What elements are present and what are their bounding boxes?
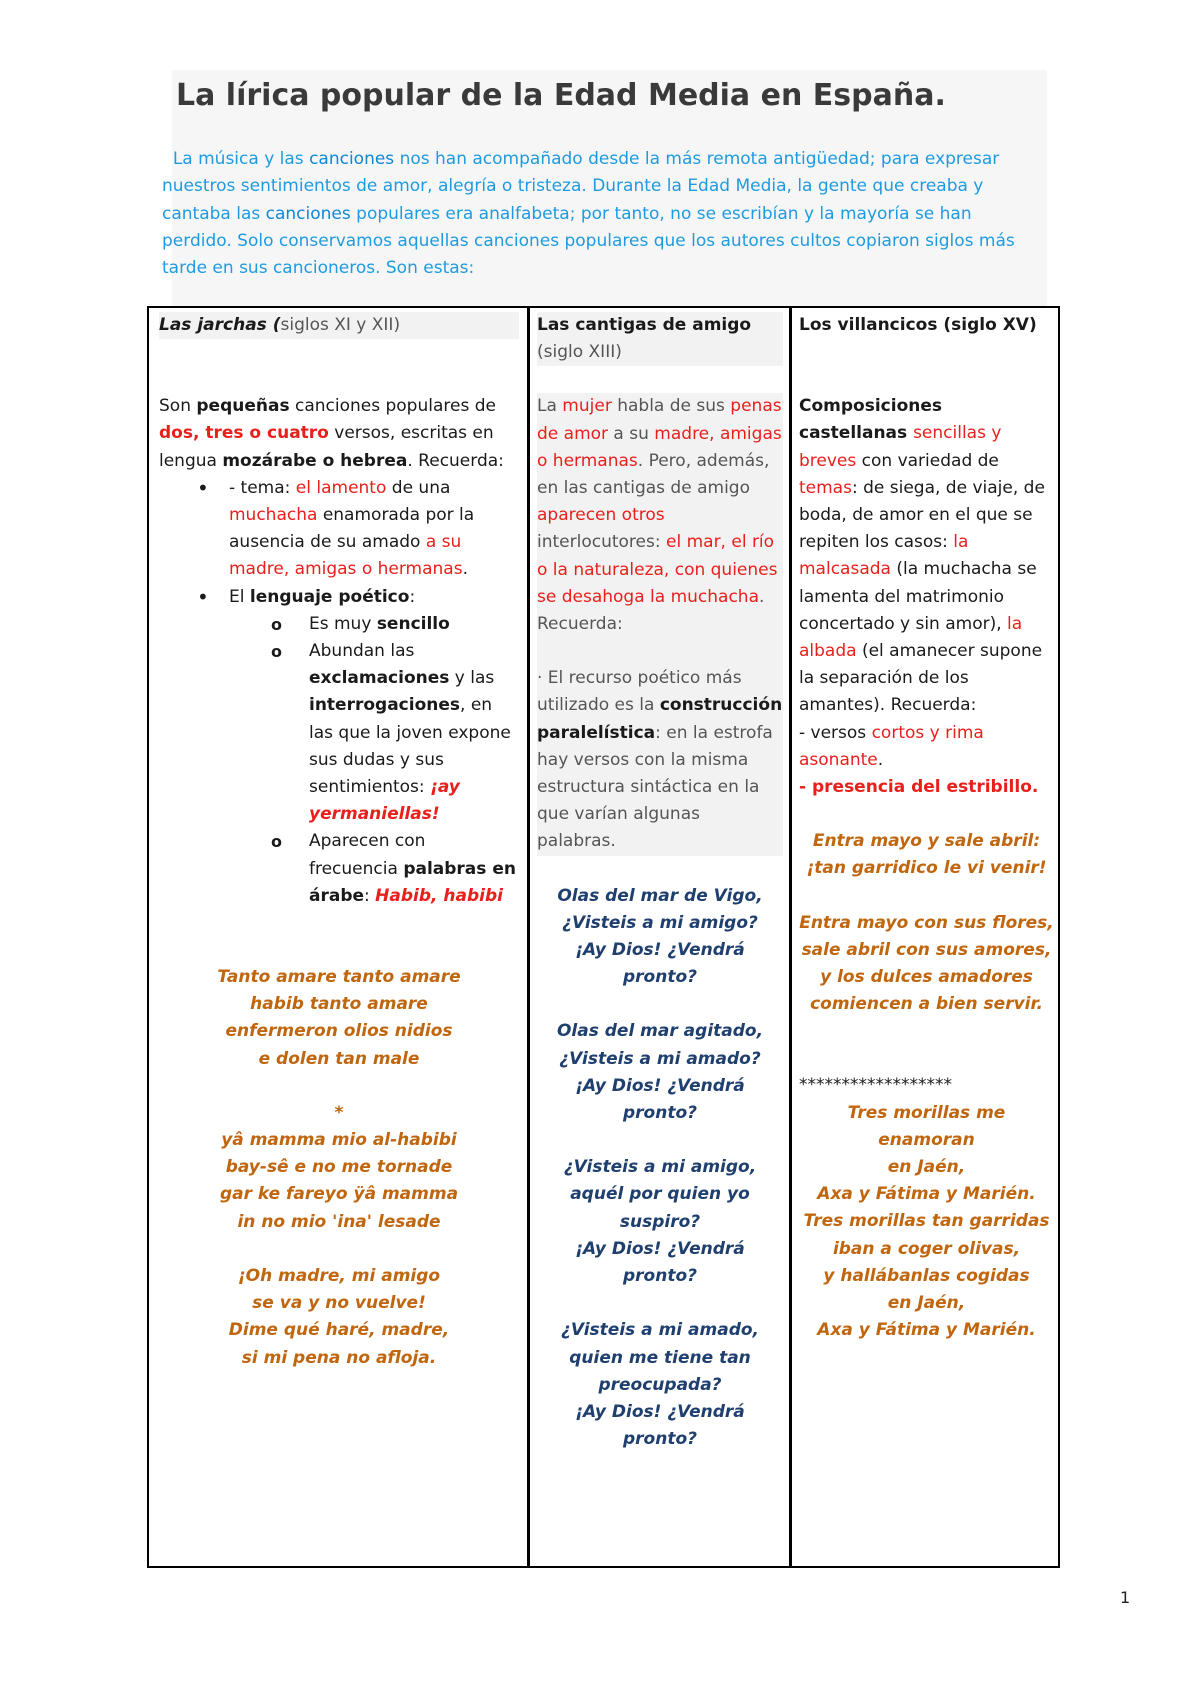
poem-line: in no mio 'ina' lesade — [237, 1211, 441, 1232]
jarchas-description: Son pequeñas canciones populares de dos, tres o cuatro versos, escritas en lengua mozárabe o hebrea. Recuerda: — [159, 396, 504, 471]
poem-line: ¡Ay Dios! ¿Vendrá — [575, 1075, 745, 1096]
villancicos-description: Composiciones castellanas sencillas y breves con variedad de temas: de siega, de viaje, de boda, de amor en el que se repiten los casos: la malcasada (la muchacha se lamenta del matrimonio concertado y sin amor), la albada (el amanecer supone la separación de los amantes). Recuerda: — [799, 396, 1045, 716]
poem-line: ¡Oh madre, mi amigo — [237, 1265, 441, 1286]
subitem-sencillo: o Es muy sencillo — [309, 611, 519, 638]
poem-line: y hallábanlas cogidas — [823, 1265, 1030, 1286]
poem-blank-line — [537, 991, 783, 1018]
villancicos-estribillo: - presencia del estribillo. — [799, 777, 1039, 798]
page-number: 1 — [1120, 1588, 1131, 1607]
poem-line: gar ke fareyo ÿâ mamma — [219, 1184, 459, 1205]
poem-line: preocupada? — [598, 1374, 722, 1395]
poem-line: ¿Visteis a mi amigo, — [563, 1157, 757, 1178]
column-jarchas — [159, 312, 519, 1372]
poem-line: Olas del mar agitado, — [556, 1021, 764, 1042]
poem-blank-line — [799, 883, 1054, 910]
villancicos-stars: ****************** — [799, 1075, 952, 1096]
cantigas-description: La mujer habla de sus penas de amor a su madre, amigas o hermanas. Pero, además, en las cantigas de amigo aparecen otros interlocutores: el mar, el río o la naturaleza, con quienes se desahoga la muchacha. Recuerda: — [537, 396, 782, 635]
poem-line: Tanto amare tanto amare — [217, 967, 461, 988]
poem-line: yâ mamma mio al-habibi — [221, 1130, 457, 1151]
poem-line: Axa y Fátima y Marién. — [817, 1320, 1036, 1341]
page-title: La lírica popular de la Edad Media en España. — [176, 78, 946, 113]
poem-blank-line — [537, 1127, 783, 1154]
poem-line: ¿Visteis a mi amigo? — [562, 912, 758, 933]
poem-line: Dime qué haré, madre, — [228, 1320, 450, 1341]
poem-blank-line — [537, 1290, 783, 1317]
jarchas-poem — [159, 964, 519, 1372]
poem-line: pronto? — [622, 1429, 697, 1450]
poem-line: pronto? — [622, 1103, 697, 1124]
comparison-table — [147, 306, 1060, 1568]
subitem-arabe: o Aparecen con frecuencia palabras en árabe: Habib, habibi — [309, 828, 519, 910]
villancicos-poem-mayo — [799, 828, 1054, 1018]
poem-line: aquél por quien yo — [570, 1184, 750, 1205]
poem-line: Entra mayo con sus flores, — [799, 912, 1054, 933]
poem-line: y los dulces amadores — [820, 967, 1033, 988]
poem-line: ¿Visteis a mi amado, — [561, 1320, 759, 1341]
poem-line: quien me tiene tan — [569, 1347, 751, 1368]
poem-blank-line — [159, 1073, 519, 1100]
jarchas-bullets — [159, 475, 519, 611]
subitem-exclamaciones: o Abundan las exclamaciones y las interrogaciones, en las que la joven expone sus dudas y sus sentimientos: ¡ay yermaniellas! — [309, 638, 519, 828]
bullet-tema: • - tema: el lamento de una muchacha enamorada por la ausencia de su amado a su madre, amigas o hermanas. — [229, 475, 519, 584]
poem-line: se va y no vuelve! — [252, 1293, 426, 1314]
poem-line: ¿Visteis a mi amado? — [559, 1048, 761, 1069]
poem-line: bay-sê e no me tornade — [225, 1157, 453, 1178]
poem-line: ¡Ay Dios! ¿Vendrá — [575, 1238, 745, 1259]
villancicos-rima: - versos cortos y rima asonante. — [799, 722, 984, 770]
poem-line: en Jaén, — [887, 1293, 966, 1314]
jarchas-heading: Las jarchas (siglos XI y XII) — [159, 312, 519, 339]
column-villancicos — [799, 312, 1054, 1345]
poem-line: Entra mayo y sale abril: — [812, 831, 1041, 852]
poem-line: enamoran — [878, 1129, 975, 1150]
poem-line: si mi pena no afloja. — [241, 1347, 437, 1368]
poem-line: suspiro? — [619, 1211, 701, 1232]
column-cantigas — [537, 312, 783, 1453]
jarchas-subitems — [159, 611, 519, 910]
bullet-lenguaje: • El lenguaje poético: — [229, 584, 519, 611]
villancicos-heading: Los villancicos (siglo XV) — [799, 315, 1037, 335]
poem-line: habib tanto amare — [250, 994, 428, 1015]
poem-line: Olas del mar de Vigo, — [557, 885, 763, 906]
cantigas-body — [537, 393, 783, 855]
poem-line: Tres morillas me — [847, 1102, 1006, 1123]
poem-line: Axa y Fátima y Marién. — [817, 1184, 1036, 1205]
poem-line: en Jaén, — [887, 1157, 966, 1178]
column-divider — [527, 308, 530, 1566]
poem-line: iban a coger olivas, — [832, 1238, 1021, 1259]
cantigas-poem — [537, 883, 783, 1454]
column-divider — [789, 308, 792, 1566]
poem-line: pronto? — [622, 1266, 697, 1287]
poem-line: pronto? — [622, 967, 697, 988]
intro-paragraph: La música y las canciones nos han acompañado desde la más remota antigüedad; para expresar nuestros sentimientos de amor, alegría o tristeza. Durante la Edad Media, la gente que creaba y cantaba las canciones populares era analfabeta; por tanto, no se escribían y la mayoría se han perdido. Solo conservamos aquellas canciones populares que los autores cultos copiaron siglos más tarde en sus cancioneros. Son estas: — [162, 149, 1015, 279]
poem-blank-line — [159, 1236, 519, 1263]
poem-line: ¡tan garridico le vi venir! — [806, 858, 1047, 879]
villancicos-poem-morillas — [799, 1100, 1054, 1345]
poem-line: ¡Ay Dios! ¿Vendrá — [575, 940, 745, 961]
poem-line: enfermeron olios nidios — [225, 1021, 453, 1042]
poem-line: ¡Ay Dios! ¿Vendrá — [575, 1401, 745, 1422]
poem-line: comiencen a bien servir. — [810, 994, 1043, 1015]
poem-line: Tres morillas tan garridas — [803, 1211, 1050, 1232]
cantigas-recurso: · El recurso poético más utilizado es la construcción paralelística: en la estrofa hay versos con la misma estructura sintáctica en la que varían algunas palabras. — [537, 668, 783, 852]
poem-line: e dolen tan male — [258, 1048, 420, 1069]
poem-line: sale abril con sus amores, — [801, 939, 1052, 960]
cantigas-heading: Las cantigas de amigo (siglo XIII) — [537, 312, 783, 366]
poem-line: * — [334, 1102, 344, 1123]
